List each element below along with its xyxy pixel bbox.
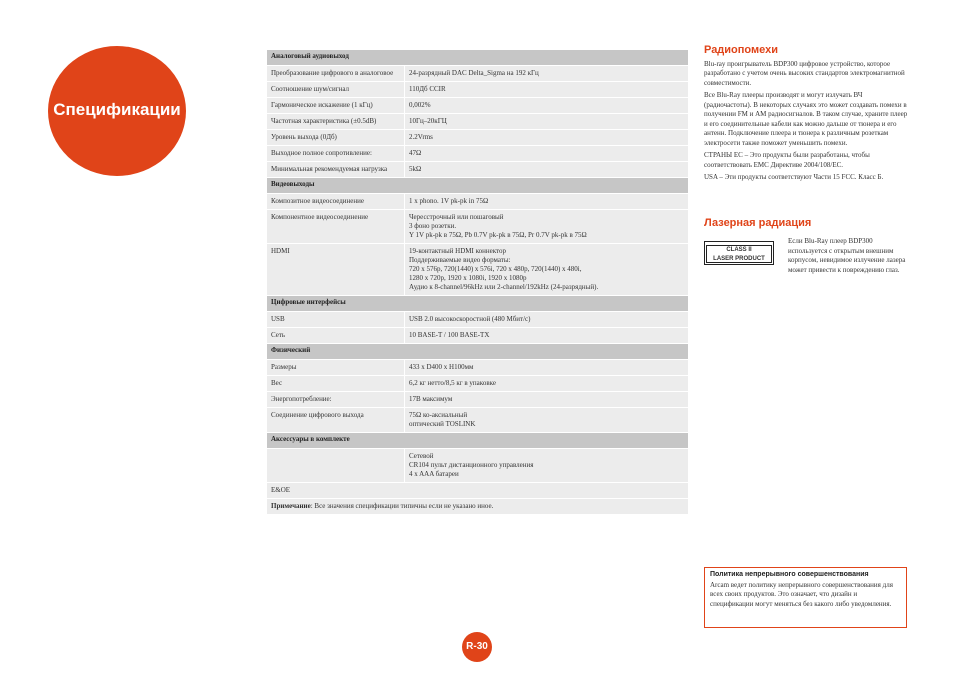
spec-section-header	[267, 433, 688, 449]
spec-label: Компонентное видеосоединение	[267, 210, 405, 244]
policy-box	[704, 567, 907, 628]
note-label: Примечание	[271, 502, 311, 510]
badge-line2: LASER PRODUCT	[713, 256, 765, 262]
radio-paragraph: СТРАНЫ ЕС – Это продукты были разработаны, чтобы соответствовать EMC Директиве 2004/108/EC.	[704, 151, 870, 169]
spec-value	[405, 82, 689, 98]
spec-value-line: 3 фоно розетки.	[409, 222, 457, 230]
spec-value-line: 1 x phono. 1V pk-pk in 75Ω	[409, 197, 489, 205]
spec-value-line: 19-контактный HDMI коннектор	[409, 247, 507, 255]
spec-value	[405, 130, 689, 146]
spec-value-line: 4 x AAA батареи	[409, 470, 459, 478]
spec-value-line: 5kΩ	[409, 165, 422, 173]
spec-value-line: 2.2Vrms	[409, 133, 433, 141]
spec-value-line: Поддерживаемые видео форматы:	[409, 256, 511, 264]
policy-heading: Политика непрерывного совершенствования	[710, 571, 869, 578]
spec-value	[405, 392, 689, 408]
spec-value	[405, 194, 689, 210]
spec-value	[405, 312, 689, 328]
section-heading: Аксессуары в комплекте	[267, 433, 688, 449]
spec-label: Частотная характеристика (±0.5dB)	[267, 114, 405, 130]
spec-table	[267, 50, 688, 515]
spec-row	[267, 244, 688, 296]
spec-value-line: 17В максимум	[409, 395, 453, 403]
spec-value-line: 75Ω ко-аксиальный	[409, 411, 468, 419]
spec-row	[267, 210, 688, 244]
spec-value-line: 47Ω	[409, 149, 422, 157]
spec-value-line: 6,2 кг нетто/8,5 кг в упаковке	[409, 379, 496, 387]
spec-value	[405, 328, 689, 344]
spec-row	[267, 408, 688, 433]
spec-row	[267, 312, 688, 328]
radio-paragraph: Blu-ray проигрыватель BDP300 цифровое устройство, которое разработано с учетом очень высоких стандартов электромагнитной совместимости.	[704, 59, 905, 87]
spec-value-line: 720 x 576p, 720(1440) x 576i, 720 x 480p, 720(1440) x 480i,	[409, 265, 582, 273]
spec-row	[267, 328, 688, 344]
radio-section	[704, 46, 909, 186]
spec-value	[405, 360, 689, 376]
eoe-text: E&OE	[267, 483, 688, 499]
spec-value-line: 10 BASE-T / 100 BASE-TX	[409, 331, 490, 339]
spec-row	[267, 194, 688, 210]
spec-row	[267, 392, 688, 408]
laser-badge-inner	[706, 245, 772, 263]
page-number-badge: R-30	[462, 632, 492, 662]
spec-label: Минимальная рекомендуемая нагрузка	[267, 162, 405, 178]
spec-label: Гармоническое искажение (1 кГц)	[267, 98, 405, 114]
spec-value-line: Сетевой	[409, 452, 434, 460]
spec-label: Размеры	[267, 360, 405, 376]
policy-text: Arcam ведет политику непрерывного совершенствования для всех своих продуктов. Это означает, что дизайн и спецификации могут меняться без какого либо уведомления.	[710, 580, 893, 608]
spec-value-line: оптический TOSLINK	[409, 420, 476, 428]
spec-section-header	[267, 50, 688, 66]
spec-value	[405, 98, 689, 114]
spec-row	[267, 146, 688, 162]
badge-line1: CLASS II	[726, 247, 752, 253]
spec-row	[267, 162, 688, 178]
spec-label: Энергопотребление:	[267, 392, 405, 408]
spec-label: Сеть	[267, 328, 405, 344]
spec-section-header	[267, 344, 688, 360]
section-heading: Цифровые интерфейсы	[267, 296, 688, 312]
spec-value-line: 24-разрядный DAC Delta_Sigma на 192 кГц	[409, 69, 539, 77]
spec-value-line: USB 2.0 высокоскоростной (480 Мбит/с)	[409, 315, 531, 323]
spec-row	[267, 114, 688, 130]
spec-section-header	[267, 178, 688, 194]
laser-section	[704, 217, 909, 274]
note-text: : Все значения спецификации типичны если не указано иное.	[310, 502, 494, 510]
spec-value-line: 10Гц–20кГЦ	[409, 117, 447, 125]
spec-value	[405, 449, 689, 483]
spec-value	[405, 66, 689, 82]
spec-label: Уровень выхода (0Дб)	[267, 130, 405, 146]
spec-value-line: Чересстрочный или пошаговый	[409, 213, 504, 221]
spec-value-line: Аудио к 8-channel/96kHz или 2-channel/192kHz (24-разрядный).	[409, 283, 599, 291]
section-heading: Аналоговый аудиовыход	[267, 50, 688, 66]
spec-value-line: 1280 x 720p, 1920 x 1080i, 1920 x 1080p	[409, 274, 527, 282]
spec-row	[267, 130, 688, 146]
spec-row	[267, 449, 688, 483]
spec-label: Выходное полное сопротивление:	[267, 146, 405, 162]
section-heading: Видеовыходы	[267, 178, 688, 194]
spec-value-line: CR104 пульт дистанционного управления	[409, 461, 534, 469]
spec-value-line: 433 x D400 x H100мм	[409, 363, 474, 371]
spec-value-line: 110Дб CCIR	[409, 85, 446, 93]
spec-row	[267, 82, 688, 98]
spec-label: Соединение цифрового выхода	[267, 408, 405, 433]
radio-paragraph: USA – Эти продукты соответствуют Части 15 FCC. Класс Б.	[704, 173, 884, 181]
note-cell	[267, 499, 688, 515]
spec-row	[267, 98, 688, 114]
spec-value	[405, 210, 689, 244]
spec-value	[405, 114, 689, 130]
spec-label: Композитное видеосоединение	[267, 194, 405, 210]
laser-class-badge	[704, 241, 774, 265]
spec-value	[405, 146, 689, 162]
spec-section-header	[267, 296, 688, 312]
laser-heading: Лазерная радиация	[704, 217, 812, 229]
spec-label: Преобразование цифрового в аналоговое	[267, 66, 405, 82]
spec-value-line: Y 1V pk-pk в 75Ω, Pb 0.7V pk-pk в 75Ω, Pr 0.7V pk-pk в 75Ω	[409, 231, 587, 239]
spec-label: Вес	[267, 376, 405, 392]
section-heading: Физический	[267, 344, 688, 360]
spec-value	[405, 376, 689, 392]
spec-label: Соотношение шум/сигнал	[267, 82, 405, 98]
spec-value	[405, 162, 689, 178]
laser-text: Если Blu-Ray плеер BDP300 используется с открытым внешним корпусом, невидимое излучение лазера может привести к повреждению глаз.	[788, 237, 906, 274]
spec-value	[405, 408, 689, 433]
note-row	[267, 499, 688, 515]
radio-heading: Радиопомехи	[704, 44, 778, 56]
radio-paragraph: Все Blu-Ray плееры производят и могут излучать ВЧ (радиочастоты). В некоторых случаях это может создавать помехи в получении FM и AM радиосигналов. В таком случае, храните плеер и его соединительные кабели как можно дальше от тюнера и его антенн. Подключение плеера и тюнера к различным розеткам электросети также поможет уменьшить помехи.	[704, 91, 908, 147]
spec-value-line: 0,002%	[409, 101, 431, 109]
spec-label	[267, 449, 405, 483]
spec-label: HDMI	[267, 244, 405, 296]
spec-value	[405, 244, 689, 296]
page-title: Спецификации	[53, 100, 181, 119]
spec-row	[267, 360, 688, 376]
eoe-row	[267, 483, 688, 499]
spec-row	[267, 66, 688, 82]
spec-label: USB	[267, 312, 405, 328]
spec-row	[267, 376, 688, 392]
